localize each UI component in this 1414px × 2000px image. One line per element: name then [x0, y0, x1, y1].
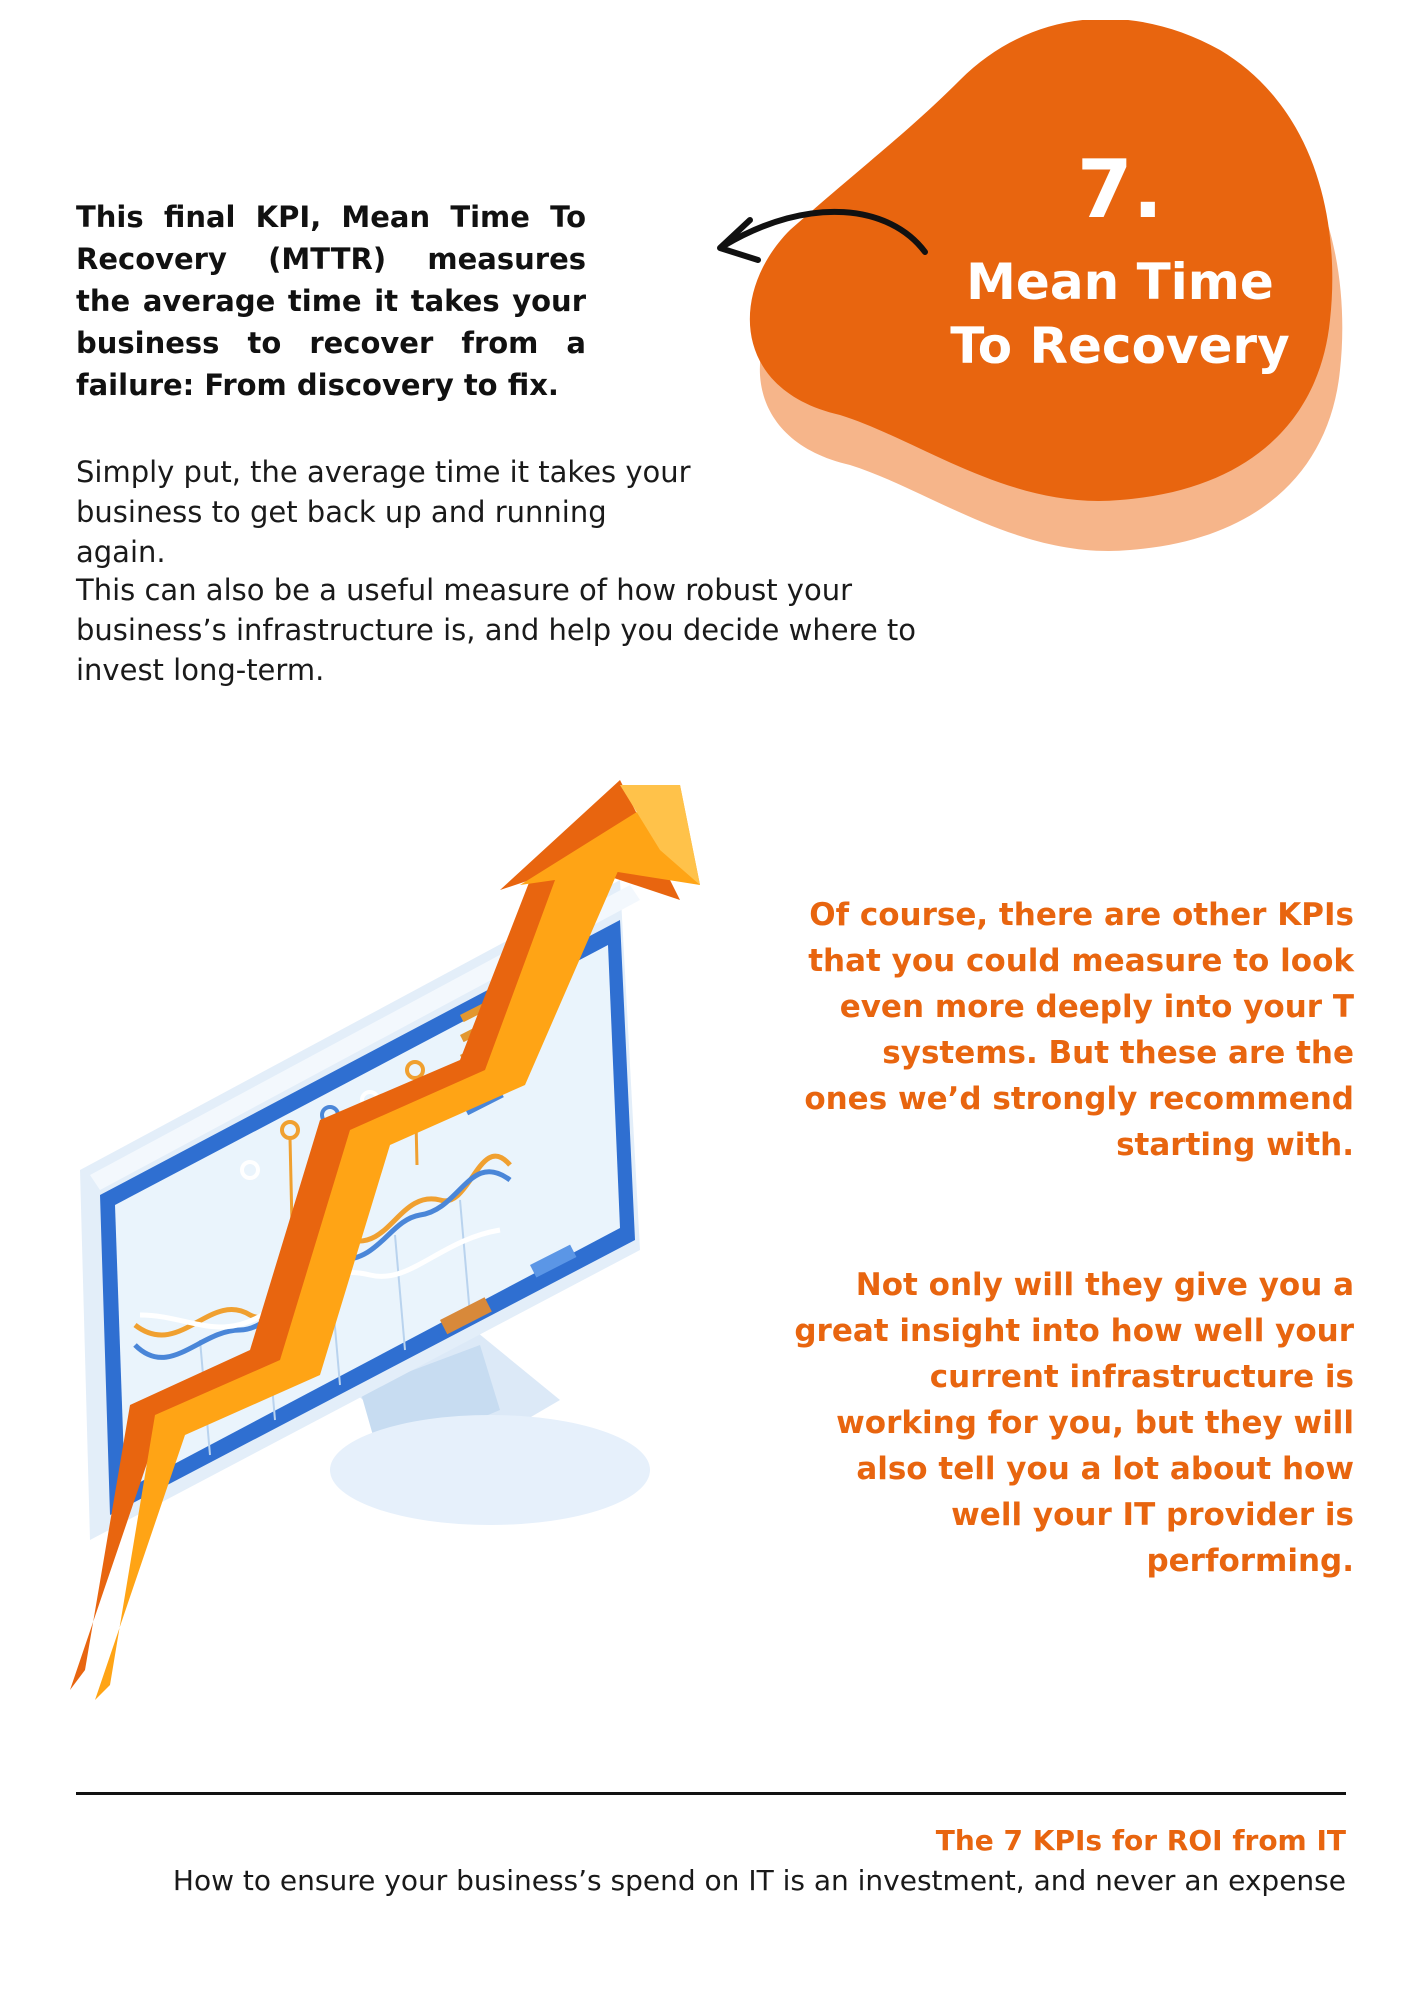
footer-subtitle: How to ensure your business’s spend on IT is an investment, and never an expense [172, 1864, 1346, 1897]
monitor-growth-chart-illustration [60, 770, 740, 1750]
callout-paragraph-1: Of course, there are other KPIs that you could measure to look even more deeply into your T systems. But these are the ones we’d strongly recommend starting with. [804, 897, 1354, 1163]
curved-arrow-left-icon [700, 190, 940, 290]
intro-paragraph-2: This can also be a useful measure of how robust your business’s infrastructure is, and help you decide where to invest long-term. [76, 573, 917, 687]
footer-divider [76, 1792, 1346, 1795]
footer-title: The 7 KPIs for ROI from IT [935, 1824, 1346, 1857]
intro-paragraph-1: Simply put, the average time it takes your business to get back up and running again. [76, 455, 691, 569]
intro-bold-paragraph: This final KPI, Mean Time To Recovery (MTTR) measures the average time it takes your business to recover from a failure: From discovery to fix. [76, 200, 586, 402]
kpi-number: 7. [1076, 143, 1164, 236]
kpi-title [900, 250, 1340, 378]
kpi-title-line-2: To Recovery [950, 317, 1290, 375]
kpi-title-line-1: Mean Time [966, 253, 1274, 311]
callout-paragraph-2: Not only will they give you a great insight into how well your current infrastructure is working for you, but they will also tell you a lot about how well your IT provider is performing. [794, 1267, 1354, 1579]
